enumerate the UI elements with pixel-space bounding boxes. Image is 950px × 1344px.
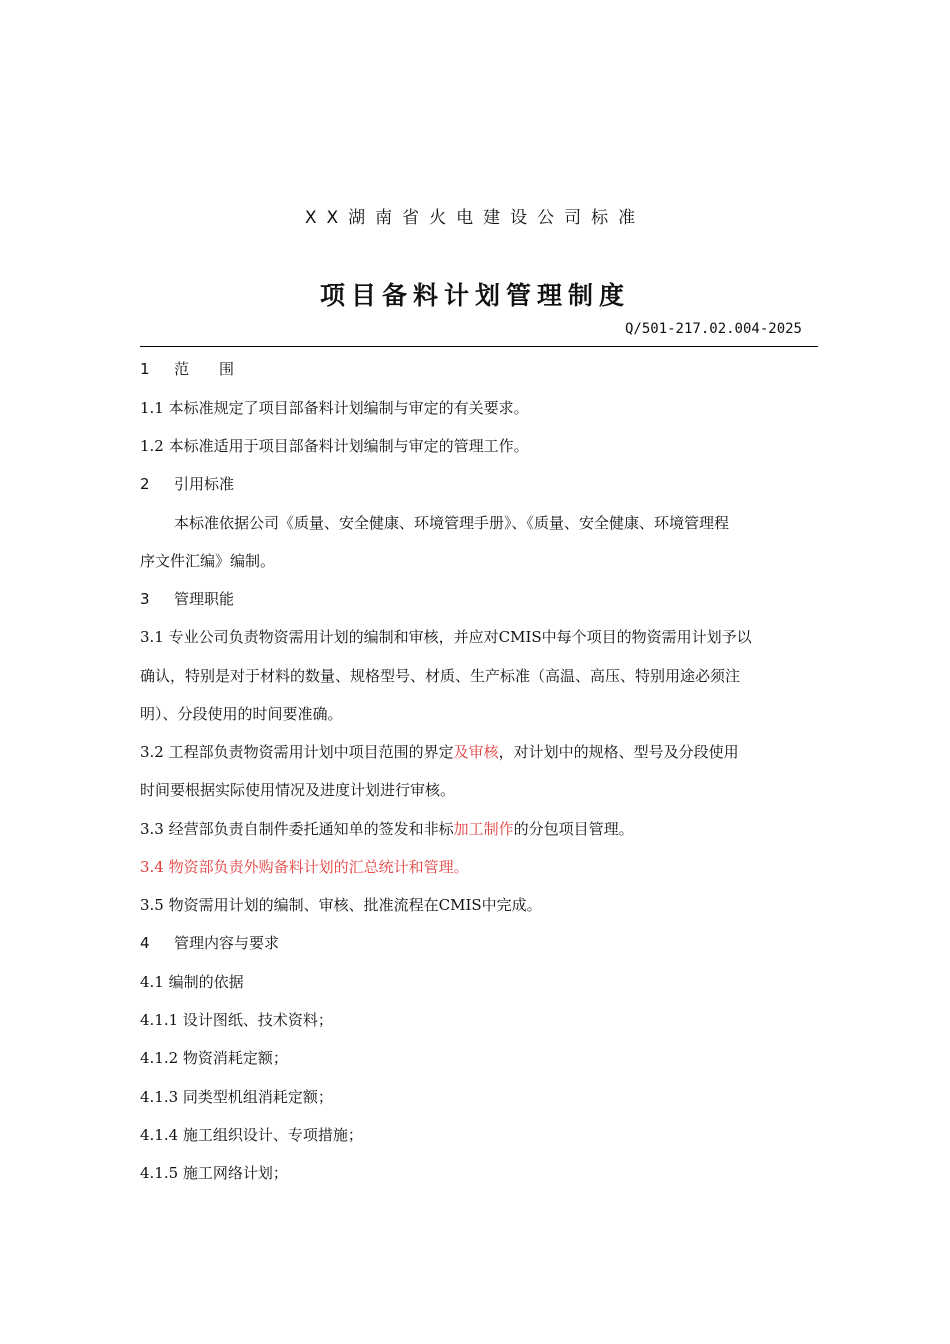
highlighted-text: 及审核 bbox=[453, 743, 499, 761]
section-number: 3 bbox=[140, 590, 150, 608]
paragraph-3-2-line-1 bbox=[140, 742, 739, 762]
paragraph-3-1-line-3: 明）、分段使用的时间要准确。 bbox=[140, 705, 343, 723]
paragraph-1-2: 1.2 本标准适用于项目部备料计划编制与审定的管理工作。 bbox=[140, 437, 529, 455]
text-segment: 3.3 经营部负责自制件委托通知单的签发和非标 bbox=[140, 820, 454, 838]
paragraph-3-1-line-1: 3.1 专业公司负责物资需用计划的编制和审核，并应对CMIS中每个项目的物资需用计划予以 bbox=[140, 628, 752, 646]
paragraph-3-4: 3.4 物资部负责外购备料计划的汇总统计和管理。 bbox=[140, 858, 469, 876]
paragraph-3-5: 3.5 物资需用计划的编制、审核、批准流程在CMIS中完成。 bbox=[140, 896, 542, 914]
header-divider bbox=[140, 346, 818, 347]
text-segment: ，对计划中的规格、型号及分段使用 bbox=[498, 743, 739, 761]
section-number: 2 bbox=[140, 475, 150, 493]
section-3-heading bbox=[140, 589, 234, 609]
section-1-heading bbox=[140, 359, 234, 379]
paragraph-1-1: 1.1 本标准规定了项目部备料计划编制与审定的有关要求。 bbox=[140, 399, 529, 417]
paragraph-3-2-line-2: 时间要根据实际使用情况及进度计划进行审核。 bbox=[140, 781, 456, 799]
paragraph-4-1-5: 4.1.5 施工网络计划； bbox=[140, 1164, 288, 1182]
company-standard-title: XX湖南省火电建设公司标准 bbox=[304, 208, 646, 228]
paragraph-3-3 bbox=[140, 819, 634, 839]
section-title: 管理职能 bbox=[174, 590, 235, 608]
section-title: 引用标准 bbox=[174, 475, 235, 493]
document-title: 项目备料计划管理制度 bbox=[319, 281, 630, 310]
paragraph-4-1: 4.1 编制的依据 bbox=[140, 973, 244, 991]
text-segment: 3.2 工程部负责物资需用计划中项目范围的界定 bbox=[140, 743, 454, 761]
paragraph-2-line-1: 本标准依据公司《质量、安全健康、环境管理手册》、《质量、安全健康、环境管理程 bbox=[174, 514, 730, 532]
section-title: 范 围 bbox=[174, 360, 235, 378]
highlighted-text: 加工制作 bbox=[453, 820, 514, 838]
paragraph-4-1-2: 4.1.2 物资消耗定额； bbox=[140, 1049, 288, 1067]
section-number: 1 bbox=[140, 360, 150, 378]
section-4-heading bbox=[140, 933, 279, 953]
paragraph-2-line-2: 序文件汇编》编制。 bbox=[140, 552, 276, 570]
section-title: 管理内容与要求 bbox=[174, 934, 280, 952]
text-segment: 的分包项目管理。 bbox=[513, 820, 634, 838]
paragraph-4-1-3: 4.1.3 同类型机组消耗定额； bbox=[140, 1088, 333, 1106]
paragraph-4-1-1: 4.1.1 设计图纸、技术资料； bbox=[140, 1011, 333, 1029]
section-number: 4 bbox=[140, 934, 150, 952]
paragraph-3-1-line-2: 确认，特别是对于材料的数量、规格型号、材质、生产标准（高温、高压、特别用途必须注 bbox=[140, 667, 741, 685]
standard-code: Q/501-217.02.004-2025 bbox=[624, 321, 802, 337]
paragraph-4-1-4: 4.1.4 施工组织设计、专项措施； bbox=[140, 1126, 363, 1144]
section-2-heading bbox=[140, 474, 234, 494]
